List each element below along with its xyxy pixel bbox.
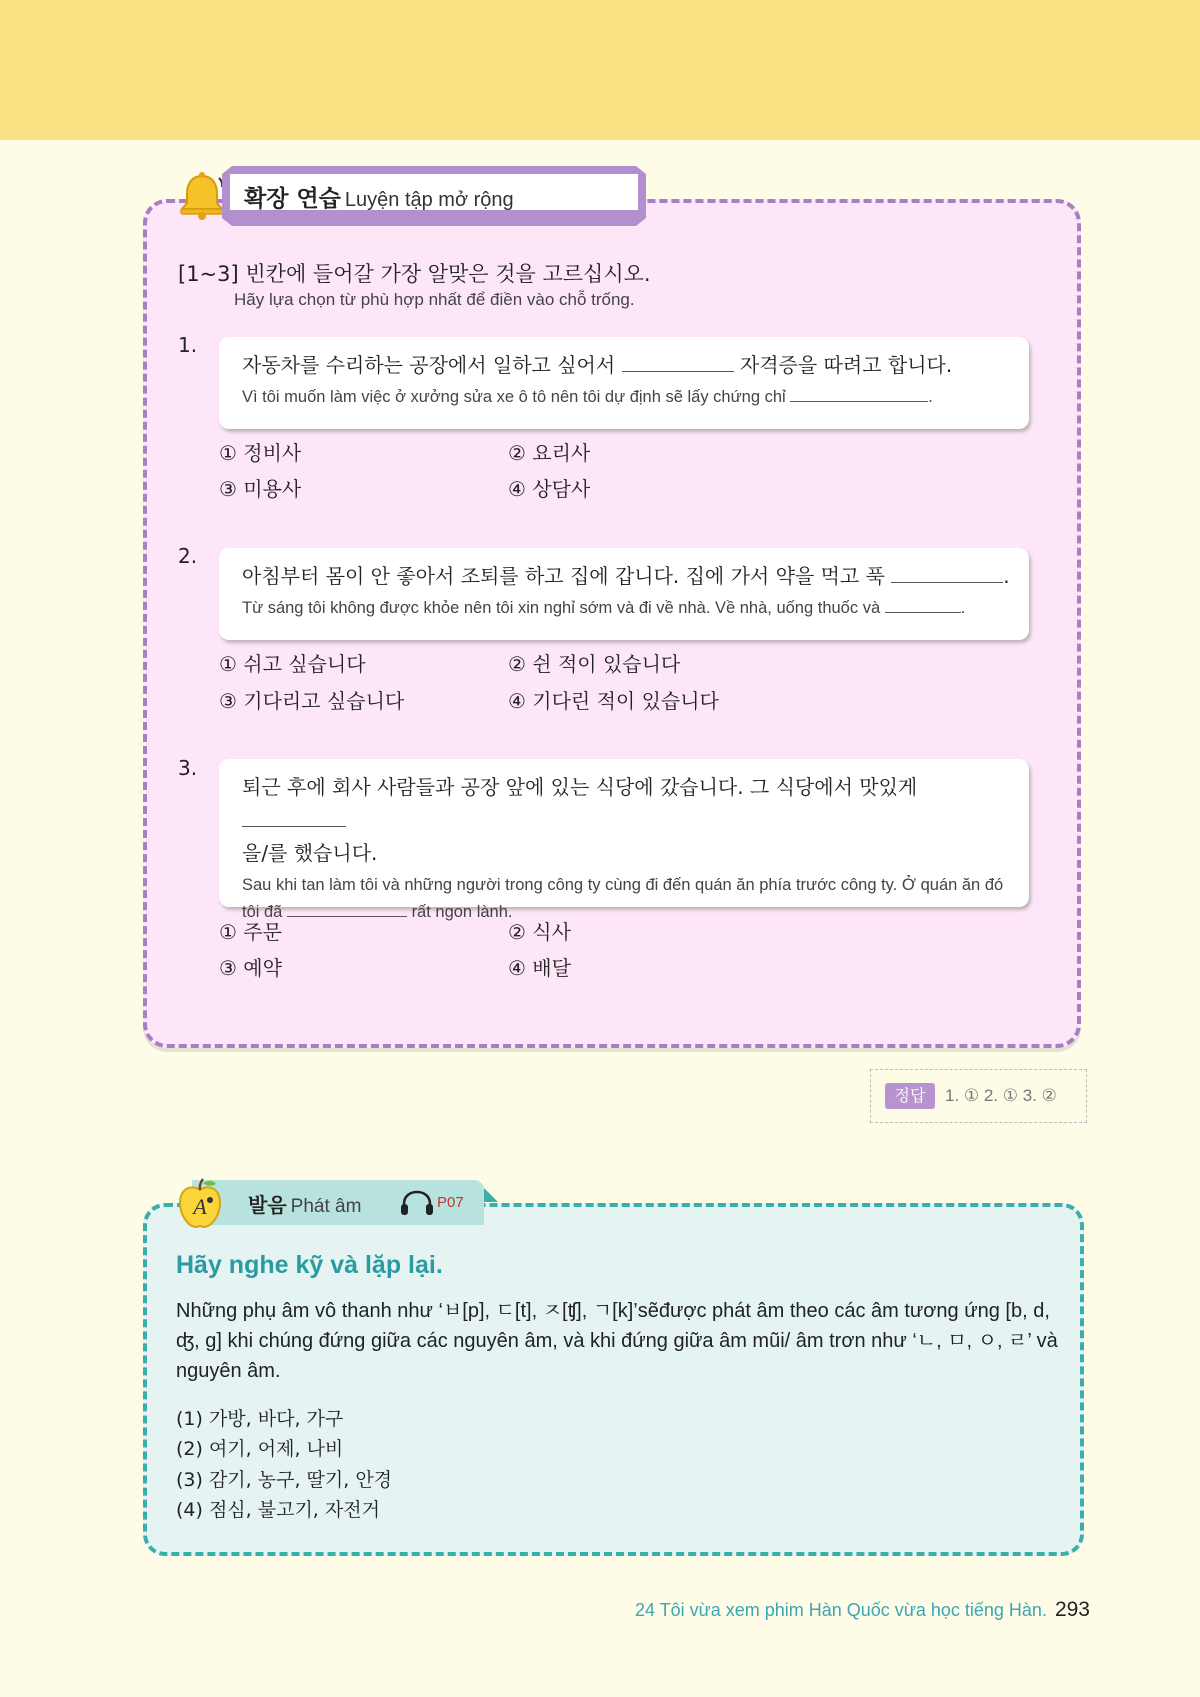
answer-blank: [885, 612, 961, 613]
option-4[interactable]: ④ 배달: [508, 956, 571, 980]
option-1[interactable]: ① 쉬고 싶습니다: [219, 652, 366, 676]
option-2[interactable]: ② 쉰 적이 있습니다: [508, 652, 681, 676]
question-card-3: [219, 759, 1029, 921]
answer-blank: [287, 916, 407, 917]
svg-text:A: A: [193, 1194, 207, 1219]
question-ko: 자동차를 수리하는 공장에서 일하고 싶어서 자격증을 따려고 합니다.: [242, 353, 953, 377]
practice-title-tab: [222, 166, 646, 226]
option-4[interactable]: ④ 기다린 적이 있습니다: [508, 689, 719, 713]
option-3[interactable]: ③ 예약: [219, 956, 282, 980]
question-vi: Vì tôi muốn làm việc ở xưởng sửa xe ô tô nên tôi dự định sẽ lấy chứng chỉ .: [242, 388, 933, 406]
audio-track-label[interactable]: P07: [437, 1194, 464, 1211]
headphone-icon[interactable]: [400, 1190, 434, 1216]
option-3[interactable]: ③ 미용사: [219, 477, 302, 501]
question-vi: Từ sáng tôi không được khỏe nên tôi xin nghỉ sớm và đi về nhà. Về nhà, uống thuốc và .: [242, 599, 966, 617]
answer-text: 1. ① 2. ① 3. ②: [945, 1086, 1057, 1105]
answer-blank: [891, 582, 1003, 583]
chapter-title: 24 Tôi vừa xem phim Hàn Quốc vừa học tiếng Hàn.: [634, 1600, 1047, 1620]
answer-blank: [242, 826, 346, 827]
pronunciation-heading: Hãy nghe kỹ và lặp lại.: [176, 1251, 443, 1279]
option-2[interactable]: ② 식사: [508, 920, 571, 944]
instruction-ko: [1~3] 빈칸에 들어갈 가장 알맞은 것을 고르십시오.: [178, 262, 651, 286]
pronunciation-item: (2) 여기, 어제, 나비: [176, 1438, 344, 1460]
page-footer: [635, 1598, 1090, 1622]
bell-icon: [176, 170, 228, 222]
option-1[interactable]: ① 주문: [219, 920, 282, 944]
tab-corner: [484, 1188, 498, 1202]
apple-pronunciation-icon: [172, 1176, 228, 1232]
page-number: 293: [1054, 1598, 1090, 1621]
answer-box: [870, 1069, 1087, 1123]
practice-title: 확장 연습 Luyện tập mở rộng: [244, 186, 514, 212]
pronunciation-title: 발음 Phát âm: [248, 1193, 362, 1217]
question-vi: Sau khi tan làm tôi và những người trong công ty cùng đi đến quán ăn phía trước công ty. Ở quán ăn đó tôi đã rất ngon lành.: [242, 876, 1004, 921]
question-number: 3.: [178, 756, 198, 780]
answer-badge: 정답: [885, 1083, 935, 1109]
question-ko: 아침부터 몸이 안 좋아서 조퇴를 하고 집에 갑니다. 집에 가서 약을 먹고 푹 .: [242, 564, 1010, 588]
instruction-vi: Hãy lựa chọn từ phù hợp nhất để điền vào chỗ trống.: [234, 290, 635, 309]
option-4[interactable]: ④ 상담사: [508, 477, 591, 501]
option-1[interactable]: ① 정비사: [219, 441, 302, 465]
answer-blank: [790, 401, 928, 402]
question-ko: 퇴근 후에 회사 사람들과 공장 앞에 있는 식당에 갔습니다. 그 식당에서 맛있게 을/를 했습니다.: [242, 775, 918, 865]
pronunciation-item: (1) 가방, 바다, 가구: [176, 1408, 344, 1430]
answer-blank: [622, 371, 734, 372]
option-3[interactable]: ③ 기다리고 싶습니다: [219, 689, 405, 713]
pronunciation-item: (3) 감기, 농구, 딸기, 안경: [176, 1469, 393, 1491]
option-2[interactable]: ② 요리사: [508, 441, 591, 465]
pronunciation-description: Những phụ âm vô thanh như ‘ㅂ[p], ㄷ[t], ㅈ[ʧ], ㄱ[k]’sẽđược phát âm theo các âm tương ứng [b, d, ʤ, g] khi chúng đứng giữa các nguyên âm, và khi đứng giữa âm mũi/ âm trơn như ‘ㄴ, ㅁ, ㅇ, ㄹ’ và nguyên âm.: [176, 1300, 1058, 1382]
question-number: 1.: [178, 333, 198, 357]
pronunciation-item: (4) 점심, 불고기, 자전거: [176, 1499, 380, 1521]
question-card-1: [219, 337, 1029, 429]
question-number: 2.: [178, 544, 198, 568]
question-card-2: [219, 548, 1029, 640]
top-band: [0, 0, 1200, 140]
